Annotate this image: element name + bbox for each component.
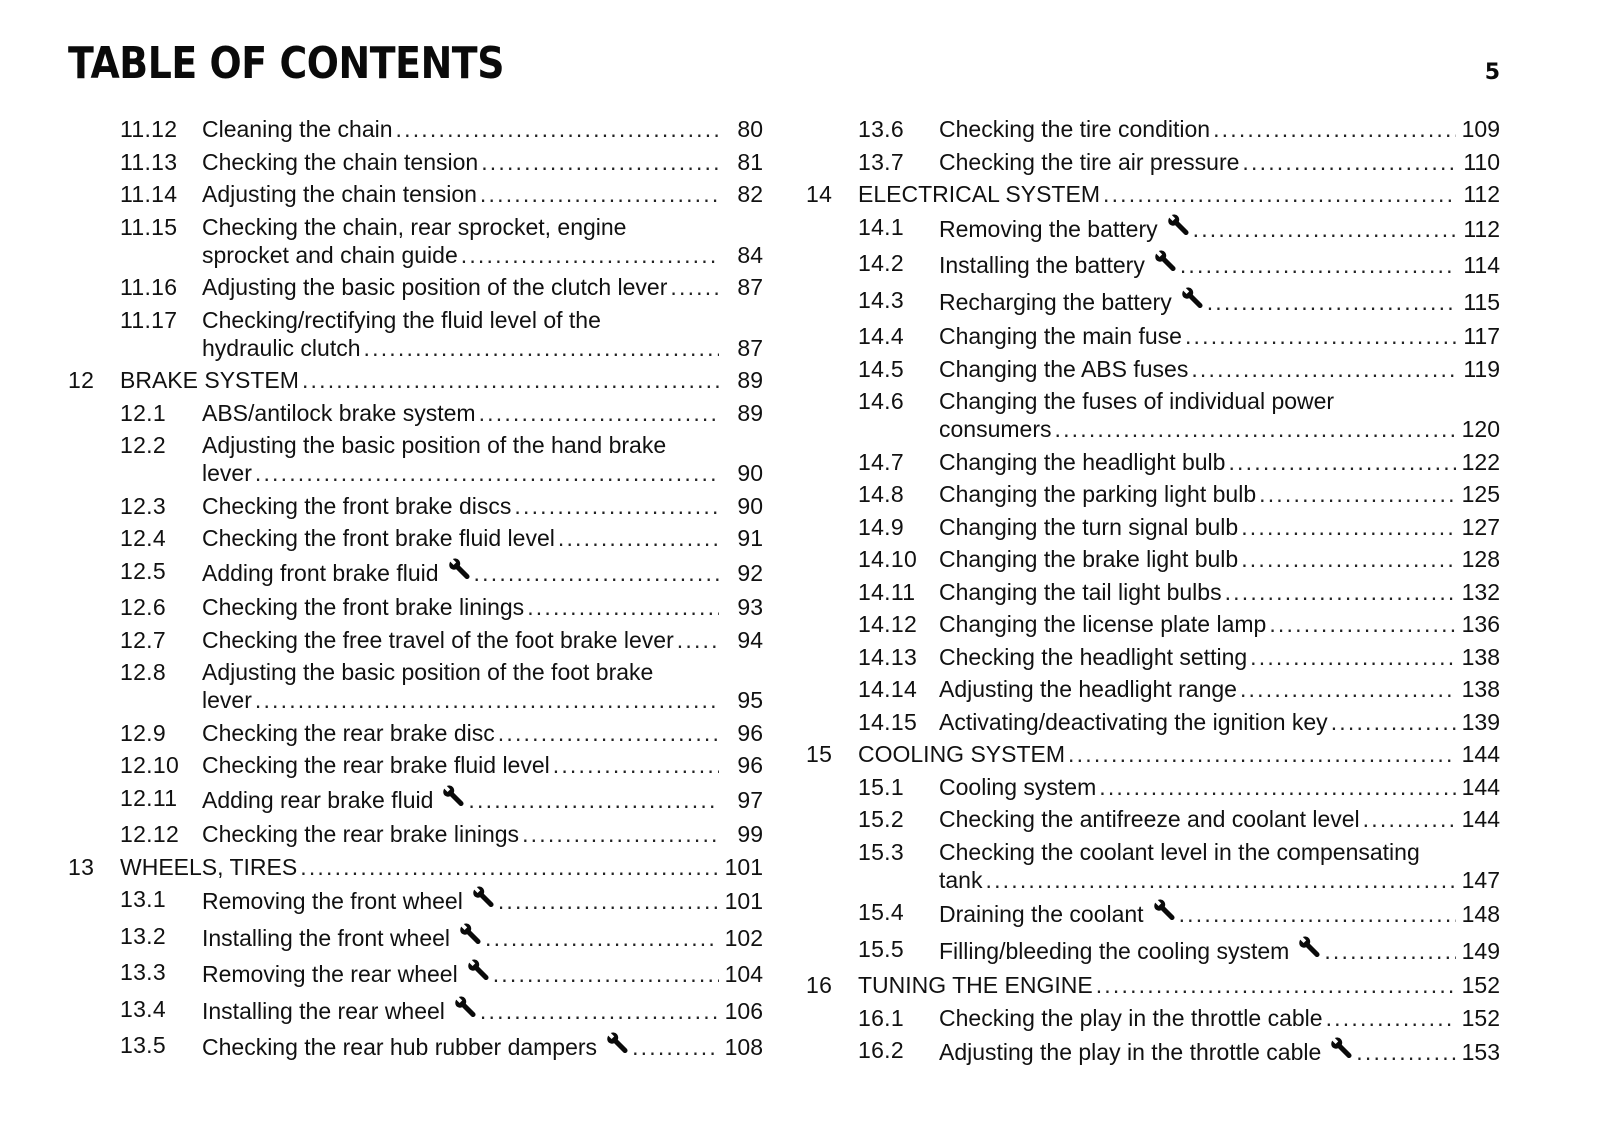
entry-title: Changing the main fuse (939, 323, 1182, 349)
entry-title: Removing the front wheel (202, 888, 463, 914)
entry-number: 12.9 (120, 719, 166, 746)
toc-section-entry[interactable] (68, 658, 763, 714)
entry-title: BRAKE SYSTEM (120, 367, 299, 393)
entry-title: Checking the rear hub rubber dampers (202, 1034, 598, 1060)
entry-title: Checking the tire condition (939, 116, 1211, 142)
dot-leader (1068, 740, 1456, 768)
toc-section-entry[interactable] (806, 773, 1500, 801)
toc-column-right (806, 115, 1500, 1073)
entry-page-number: 144 (1461, 773, 1500, 800)
entry-title: Adjusting the chain tension (202, 181, 477, 207)
entry-title: Draining the coolant (939, 901, 1144, 927)
dot-leader (522, 820, 719, 848)
entry-number: 16.2 (858, 1037, 904, 1063)
toc-section-entry[interactable] (806, 708, 1500, 736)
dot-leader (1331, 708, 1456, 736)
toc-section-entry[interactable] (806, 545, 1500, 573)
entry-title: Checking the rear brake fluid level (202, 752, 550, 778)
toc-section-entry[interactable] (68, 958, 763, 988)
dot-leader (1259, 480, 1456, 508)
toc-section-entry[interactable] (806, 805, 1500, 833)
entry-title: Checking the antifreeze and coolant level (939, 806, 1360, 832)
entry-page-number: 84 (737, 241, 763, 268)
toc-section-entry[interactable] (806, 838, 1500, 894)
entry-title: lever (202, 460, 252, 486)
dot-leader (527, 593, 719, 621)
dot-leader (480, 180, 719, 208)
entry-page-number: 148 (1461, 901, 1500, 927)
entry-page-number: 90 (737, 460, 763, 486)
entry-number: 14.9 (858, 513, 904, 540)
dot-leader (1213, 115, 1456, 143)
entry-page-number: 114 (1463, 252, 1500, 278)
toc-section-entry[interactable] (68, 557, 763, 587)
entry-number: 13.5 (120, 1032, 166, 1058)
dot-leader (481, 148, 719, 176)
dot-leader (1241, 545, 1456, 573)
entry-page-number: 115 (1463, 288, 1500, 315)
entry-page-number: 108 (724, 1034, 763, 1060)
wrench-icon (458, 922, 482, 948)
entry-number: 13.7 (858, 148, 904, 175)
entry-title: tank (939, 866, 983, 893)
entry-title: Changing the turn signal bulb (939, 513, 1239, 540)
dot-leader (468, 786, 719, 814)
wrench-icon (1152, 898, 1176, 924)
toc-chapter-entry[interactable] (806, 740, 1500, 768)
entry-title: WHEELS, TIRES (120, 853, 298, 880)
entry-number: 14.15 (858, 708, 918, 735)
wrench-icon (1297, 935, 1321, 961)
entry-number: 14.2 (858, 250, 904, 276)
toc-chapter-entry[interactable] (68, 366, 763, 394)
entry-number: 14.1 (858, 213, 904, 240)
entry-number: 15.3 (858, 838, 904, 865)
entry-title: Changing the tail light bulbs (939, 578, 1222, 605)
toc-section-entry[interactable] (68, 995, 763, 1025)
entry-title: lever (202, 687, 252, 713)
entry-title: Checking the front brake discs (202, 492, 512, 519)
toc-section-entry[interactable] (806, 448, 1500, 476)
entry-title: hydraulic clutch (202, 334, 361, 361)
dot-leader (480, 997, 719, 1025)
entry-page-number: 110 (1463, 148, 1500, 175)
dot-leader (553, 751, 719, 779)
entry-page-number: 136 (1461, 611, 1500, 637)
toc-section-entry[interactable] (806, 387, 1500, 443)
wrench-icon (1166, 213, 1190, 239)
entry-spacer (806, 1066, 1500, 1073)
entry-title: Adding front brake fluid (202, 559, 439, 586)
entry-page-number: 92 (737, 559, 763, 586)
entry-number: 14.8 (858, 481, 904, 507)
entry-page-number: 87 (737, 274, 763, 300)
entry-page-number: 112 (1463, 215, 1500, 242)
entry-title: Checking the rear brake linings (202, 821, 520, 847)
entry-page-number: 101 (724, 888, 763, 914)
toc-section-entry[interactable] (806, 610, 1500, 638)
toc-section-entry[interactable] (68, 719, 763, 747)
entry-number: 12.11 (120, 784, 178, 811)
dot-leader (1193, 215, 1456, 243)
entry-number: 12.10 (120, 752, 180, 778)
entry-number: 12.3 (120, 492, 166, 519)
entry-number: 15.1 (858, 773, 904, 800)
entry-title: Changing the parking light bulb (939, 481, 1257, 507)
entry-title: Cooling system (939, 773, 1097, 800)
toc-section-entry[interactable] (806, 286, 1500, 316)
entry-title: Changing the headlight bulb (939, 448, 1226, 475)
entry-number: 11.16 (120, 274, 178, 300)
dot-leader (474, 559, 719, 587)
entry-page-number: 91 (737, 525, 763, 551)
entry-number: 13.4 (120, 995, 166, 1022)
entry-title: Adjusting the play in the throttle cable (939, 1039, 1322, 1065)
entry-page-number: 132 (1461, 578, 1500, 605)
dot-leader (1228, 448, 1456, 476)
entry-page-number: 153 (1461, 1039, 1500, 1065)
dot-leader (514, 492, 719, 520)
toc-section-entry[interactable] (68, 1031, 763, 1061)
entry-title: Checking the coolant level in the compensating (939, 838, 1420, 865)
dot-leader (1250, 643, 1456, 671)
entry-page-number: 97 (737, 786, 763, 813)
dot-leader (1269, 610, 1456, 638)
toc-section-entry[interactable] (68, 922, 763, 952)
page-number: 5 (1484, 60, 1500, 85)
toc-chapter-entry[interactable] (68, 853, 763, 881)
entry-page-number: 152 (1461, 972, 1500, 998)
entry-page-number: 93 (737, 594, 763, 620)
dot-leader (1356, 1038, 1456, 1066)
toc-section-entry[interactable] (806, 675, 1500, 703)
entry-number: 12 (68, 367, 95, 393)
dot-leader (1191, 355, 1456, 383)
entry-number: 11.14 (120, 181, 178, 207)
toc-section-entry[interactable] (68, 492, 763, 520)
entry-title: Checking the front brake linings (202, 594, 525, 620)
entry-number: 13.6 (858, 116, 904, 142)
dot-leader (632, 1033, 719, 1061)
toc-section-entry[interactable] (806, 643, 1500, 671)
toc-section-entry[interactable] (806, 355, 1500, 383)
dot-leader (498, 887, 719, 915)
entry-page-number: 125 (1461, 481, 1500, 507)
toc-section-entry[interactable] (806, 148, 1500, 176)
entry-title: Adjusting the headlight range (939, 676, 1237, 702)
entry-number: 12.2 (120, 432, 166, 458)
entry-number: 15 (806, 741, 833, 767)
entry-number: 14.12 (858, 611, 918, 637)
entry-title: Changing the ABS fuses (939, 355, 1189, 382)
dot-leader (1242, 148, 1456, 176)
wrench-icon (441, 784, 465, 810)
entry-page-number: 89 (737, 399, 763, 426)
entry-title: ABS/antilock brake system (202, 399, 476, 426)
entry-title: Checking the chain, rear sprocket, engine (202, 213, 627, 240)
entry-number: 13.2 (120, 922, 166, 949)
entry-number: 14.10 (858, 546, 918, 572)
entry-title: COOLING SYSTEM (858, 741, 1066, 767)
dot-leader (677, 626, 719, 654)
toc-section-entry[interactable] (68, 820, 763, 848)
toc-section-entry[interactable] (68, 751, 763, 779)
dot-leader (1096, 971, 1456, 999)
entry-number: 14 (806, 181, 833, 207)
toc-section-entry[interactable] (806, 578, 1500, 606)
entry-page-number: 81 (737, 148, 763, 175)
entry-page-number: 80 (737, 116, 763, 142)
entry-page-number: 90 (737, 492, 763, 519)
entry-page-number: 82 (737, 181, 763, 207)
entry-page-number: 127 (1461, 513, 1500, 540)
wrench-icon (471, 885, 495, 911)
toc-section-entry[interactable] (68, 626, 763, 654)
toc-section-entry[interactable] (806, 480, 1500, 508)
entry-title: Checking the headlight setting (939, 643, 1248, 670)
entry-page-number: 122 (1461, 448, 1500, 475)
entry-title: Checking the rear brake disc (202, 719, 495, 746)
toc-section-entry[interactable] (806, 935, 1500, 965)
entry-number: 13.1 (120, 886, 166, 912)
entry-title: Filling/bleeding the cooling system (939, 937, 1290, 964)
entry-number: 12.6 (120, 594, 166, 620)
entry-title: Checking the tire air pressure (939, 148, 1240, 175)
dot-leader (1326, 1004, 1456, 1032)
dot-leader (1363, 805, 1456, 833)
toc-section-entry[interactable] (68, 784, 763, 814)
entry-title: Installing the rear wheel (202, 997, 445, 1024)
dot-leader (1180, 251, 1456, 279)
dot-leader (1179, 900, 1456, 928)
entry-title: Activating/deactivating the ignition key (939, 708, 1328, 735)
dot-leader (1103, 180, 1456, 208)
entry-number: 14.3 (858, 286, 904, 313)
entry-page-number: 104 (724, 961, 763, 987)
dot-leader (1207, 288, 1456, 316)
toc-section-entry[interactable] (806, 513, 1500, 541)
entry-title: Changing the license plate lamp (939, 611, 1267, 637)
wrench-icon (1153, 249, 1177, 275)
entry-number: 11.17 (120, 306, 178, 333)
dot-leader (1324, 937, 1456, 965)
toc-section-entry[interactable] (806, 1004, 1500, 1032)
dot-leader (461, 241, 719, 269)
entry-number: 15.5 (858, 935, 904, 962)
entry-page-number: 144 (1461, 806, 1500, 832)
entry-number: 16 (806, 972, 833, 998)
entry-number: 12.4 (120, 525, 166, 551)
toc-section-entry[interactable] (68, 273, 763, 301)
toc-section-entry[interactable] (806, 249, 1500, 279)
entry-title: Installing the battery (939, 252, 1145, 278)
entry-number: 14.13 (858, 643, 918, 670)
entry-page-number: 101 (724, 853, 763, 880)
entry-page-number: 152 (1461, 1004, 1500, 1031)
entry-number: 12.7 (120, 626, 166, 653)
entry-page-number: 95 (737, 687, 763, 713)
entry-page-number: 94 (737, 626, 763, 653)
entry-title: sprocket and chain guide (202, 241, 458, 268)
entry-title: TUNING THE ENGINE (858, 972, 1093, 998)
entry-title: Adjusting the basic position of the clutch lever (202, 274, 668, 300)
toc-section-entry[interactable] (68, 148, 763, 176)
wrench-icon (453, 995, 477, 1021)
entry-number: 14.14 (858, 676, 918, 702)
entry-title: Removing the rear wheel (202, 961, 458, 987)
entry-spacer (68, 1061, 763, 1068)
entry-number: 11.13 (120, 148, 178, 175)
toc-section-entry[interactable] (68, 399, 763, 427)
entry-page-number: 112 (1463, 181, 1500, 207)
entry-page-number: 138 (1461, 676, 1500, 702)
entry-number: 14.11 (858, 578, 916, 605)
toc-section-entry[interactable] (68, 213, 763, 269)
toc-section-entry[interactable] (806, 213, 1500, 243)
entry-page-number: 119 (1463, 355, 1500, 382)
dot-leader (255, 459, 719, 487)
entry-number: 12.12 (120, 821, 180, 847)
entry-title: Adding rear brake fluid (202, 786, 434, 813)
dot-leader (300, 853, 719, 881)
dot-leader (558, 524, 719, 552)
toc-chapter-entry[interactable] (806, 971, 1500, 999)
entry-number: 12.1 (120, 399, 166, 426)
entry-number: 14.4 (858, 323, 904, 349)
wrench-icon (605, 1031, 629, 1057)
entry-page-number: 120 (1461, 416, 1500, 442)
entry-page-number: 99 (737, 821, 763, 847)
toc-section-entry[interactable] (68, 115, 763, 143)
wrench-icon (447, 557, 471, 583)
entry-page-number: 117 (1463, 323, 1500, 349)
entry-page-number: 144 (1461, 741, 1500, 767)
dot-leader (493, 960, 719, 988)
dot-leader (1185, 322, 1456, 350)
entry-page-number: 87 (737, 334, 763, 361)
entry-title: Changing the brake light bulb (939, 546, 1239, 572)
entry-number: 13 (68, 853, 95, 880)
entry-title: Removing the battery (939, 215, 1158, 242)
entry-number: 14.5 (858, 355, 904, 382)
entry-number: 14.6 (858, 388, 904, 414)
dot-leader (364, 334, 719, 362)
toc-section-entry[interactable] (68, 180, 763, 208)
entry-page-number: 128 (1461, 546, 1500, 572)
entry-page-number: 109 (1461, 116, 1500, 142)
dot-leader (479, 399, 719, 427)
dot-leader (1054, 415, 1456, 443)
dot-leader (255, 686, 719, 714)
toc-section-entry[interactable] (806, 322, 1500, 350)
dot-leader (1099, 773, 1456, 801)
entry-page-number: 96 (737, 752, 763, 778)
dot-leader (498, 719, 719, 747)
toc-section-entry[interactable] (68, 524, 763, 552)
entry-number: 15.4 (858, 899, 904, 925)
entry-page-number: 149 (1461, 937, 1500, 964)
dot-leader (985, 866, 1456, 894)
entry-page-number: 96 (737, 719, 763, 746)
entry-title: Cleaning the chain (202, 116, 393, 142)
toc-section-entry[interactable] (68, 431, 763, 487)
page-title: TABLE OF CONTENTS (68, 38, 505, 89)
entry-title: ELECTRICAL SYSTEM (858, 181, 1100, 207)
entry-number: 16.1 (858, 1004, 904, 1031)
toc-section-entry[interactable] (806, 115, 1500, 143)
dot-leader (1225, 578, 1456, 606)
toc-column-left (68, 115, 763, 1068)
entry-number: 15.2 (858, 806, 904, 832)
entry-page-number: 89 (737, 367, 763, 393)
entry-number: 11.12 (120, 116, 178, 142)
entry-title: Checking the chain tension (202, 148, 479, 175)
entry-page-number: 106 (724, 997, 763, 1024)
entry-title: Recharging the battery (939, 288, 1172, 315)
entry-title: Changing the fuses of individual power (939, 388, 1335, 414)
entry-number: 13.3 (120, 959, 166, 985)
toc-section-entry[interactable] (68, 306, 763, 362)
entry-title: consumers (939, 416, 1052, 442)
entry-title: Checking the front brake fluid level (202, 525, 555, 551)
dot-leader (396, 115, 719, 143)
toc-section-entry[interactable] (68, 885, 763, 915)
entry-number: 12.8 (120, 659, 166, 685)
toc-section-entry[interactable] (806, 898, 1500, 928)
dot-leader (302, 366, 719, 394)
entry-page-number: 139 (1461, 708, 1500, 735)
dot-leader (485, 924, 719, 952)
entry-page-number: 102 (724, 924, 763, 951)
entry-title: Checking/rectifying the fluid level of the (202, 306, 601, 333)
entry-title: Adjusting the basic position of the hand brake (202, 432, 667, 458)
entry-title: Adjusting the basic position of the foot brake (202, 659, 654, 685)
entry-page-number: 147 (1461, 866, 1500, 893)
entry-number: 14.7 (858, 448, 904, 475)
wrench-icon (466, 958, 490, 984)
entry-title: Checking the play in the throttle cable (939, 1004, 1323, 1031)
toc-section-entry[interactable] (806, 1036, 1500, 1066)
toc-section-entry[interactable] (68, 593, 763, 621)
dot-leader (1240, 675, 1456, 703)
entry-number: 12.5 (120, 557, 166, 584)
entry-title: Installing the front wheel (202, 924, 451, 951)
entry-page-number: 138 (1461, 643, 1500, 670)
toc-chapter-entry[interactable] (806, 180, 1500, 208)
entry-title: Checking the free travel of the foot brake lever (202, 626, 674, 653)
dot-leader (670, 273, 719, 301)
entry-number: 11.15 (120, 213, 178, 240)
dot-leader (1241, 513, 1456, 541)
wrench-icon (1329, 1036, 1353, 1062)
wrench-icon (1180, 286, 1204, 312)
